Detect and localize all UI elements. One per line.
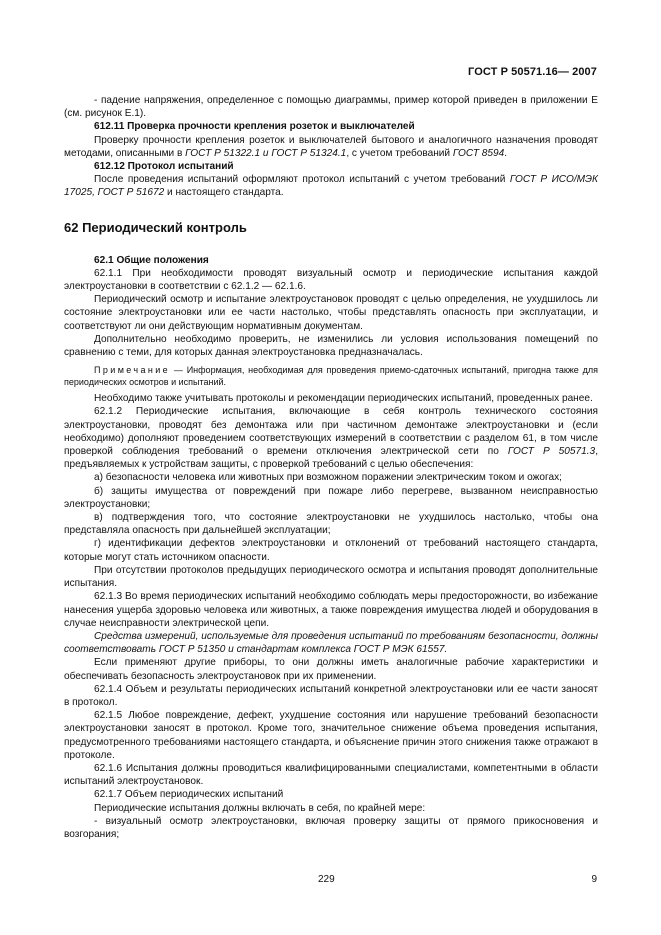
std-ref: ГОСТ Р 51324.1 (271, 147, 347, 159)
paragraph-other-devices: Если применяют другие приборы, то они должны иметь аналогичные рабочие характеристики и обеспечивать безопасность электроустановок при их применении. (64, 657, 598, 682)
subheading-612-12: 612.12 Протокол испытаний (94, 161, 234, 173)
std-ref: ГОСТ 8594 (452, 147, 505, 159)
document-code-header: ГОСТ Р 50571.16— 2007 (468, 66, 597, 78)
subheading-612-11: 612.11 Проверка прочности крепления розеток и выключателей (94, 121, 415, 133)
page-number-right: 9 (591, 874, 597, 885)
paragraph-instruments: Средства измерений, используемые для проведения испытаний по требованиям безопасности, должны соответствовать ГОСТ Р 51350 и стандартам комплекса ГОСТ Р МЭК 61557. (64, 630, 598, 656)
paragraph-visual-inspection: - визуальный осмотр электроустановки, включая проверку защиты от прямого прикосновения и возгорания; (64, 815, 598, 840)
std-ref: ГОСТ Р 51322.1 (185, 147, 261, 159)
paragraph-62-1-5: 62.1.5 Любое повреждение, дефект, ухудшение состояния или нарушение требований безопасности электроустановки заносят в протокол. Кроме того, значительное снижение объема проведения испытания, предусмотренного требованиями настоящего стандарта, и объяснение причин этого снижения также отражают в протоколе. (64, 710, 598, 761)
note-label: Примечание (94, 365, 171, 376)
document-body (64, 94, 598, 841)
paragraph-62-1-1: 62.1.1 При необходимости проводят визуальный осмотр и периодические испытания каждой электроустановки в соответствии с 62.1.2 — 62.1.6. (64, 267, 598, 293)
std-ref: ГОСТ Р 50571.3 (507, 446, 596, 458)
section-title-62: 62 Периодический контроль (64, 219, 247, 235)
paragraph-62-1-2: 62.1.2 Периодические испытания, включающие в себя контроль технического состояния электроустановки, проводят без демонтажа или при частичном демонтаже электроустановки и (если необходимо) дополняют проведением соответствующих измерений в соответствии с разделом 61, в том числе проверкой соблюдения требований о времени отключения электрической сети по ГОСТ Р 50571.3, предъявляемых к устройствам защиты, с проверкой требований с целью обеспечения: (64, 406, 598, 471)
list-item-a: а) безопасности человека или животных при возможном поражении электрическим током и ожогах; (94, 472, 562, 484)
note (64, 364, 598, 388)
paragraph-62-1-6: 62.1.6 Испытания должны проводиться квалифицированными специалистами, компетентными в области испытаний электроустановок. (64, 762, 598, 788)
std-ref: ГОСТ Р ИСО/МЭК 17025, ГОСТ Р 51672 (64, 174, 598, 199)
paragraph-612-11: Проверку прочности крепления розеток и выключателей бытового и аналогичного назначения проводят методами, описанными в ГОСТ Р 51322.1 и ГОСТ Р 51324.1, с учетом требований ГОСТ 8594. (64, 134, 598, 159)
list-item-v: в) подтверждения того, что состояние электроустановки не ухудшилось настолько, чтобы она представляла опасность при дальнейшей эксплуатации; (64, 512, 598, 537)
paragraph-62-1-3: 62.1.3 Во время периодических испытаний необходимо соблюдать меры предосторожности, во избежание нанесения ущерба здоровью человека или животных, а также повреждения имущества людей и оборудования в случае неисправности электрической цепи. (64, 591, 598, 629)
subheading-62-1: 62.1 Общие положения (94, 254, 209, 266)
paragraph-check-conditions: Дополнительно необходимо проверить, не изменились ли условия использования помещений по сравнению с теми, для которых данная электроустановка предназначалась. (64, 333, 598, 359)
paragraph-purpose: Периодический осмотр и испытание электроустановок проводят с целью определения, не ухудшилось ли состояние электроустановки или ее части настолько, чтобы представлять опасность при эксплуатации, и соответствуют ли они действующим нормативным документам. (64, 294, 598, 332)
paragraph-voltage-drop: - падение напряжения, определенное с помощью диаграммы, пример которой приведен в приложении Е (см. рисунок Е.1). (64, 95, 598, 120)
paragraph-protocols: Необходимо также учитывать протоколы и рекомендации периодических испытаний, проведенных ранее. (94, 393, 593, 405)
paragraph-absence: При отсутствии протоколов предыдущих периодического осмотра и испытания проводят дополнительные испытания. (64, 564, 598, 590)
paragraph-include: Периодические испытания должны включать в себя, по крайней мере: (94, 802, 426, 814)
note-text: — Информация, необходимая для проведения приемо-сдаточных испытаний, пригодна также для периодических осмотров и испытаний. (64, 365, 598, 388)
paragraph-62-1-7: 62.1.7 Объем периодических испытаний (94, 789, 284, 801)
list-item-b: б) защиты имущества от повреждений при пожаре либо перегреве, вызванном неисправностью электроустановки; (64, 485, 598, 510)
page-number-center: 229 (318, 874, 335, 885)
paragraph-62-1-4: 62.1.4 Объем и результаты периодических испытаний конкретной электроустановки или ее части заносят в протокол. (64, 683, 598, 708)
list-item-g: г) идентификации дефектов электроустановки и отклонений от требований настоящего стандарта, которые могут стать источником опасности. (64, 538, 598, 563)
paragraph-612-12: После проведения испытаний оформляют протокол испытаний с учетом требований ГОСТ Р ИСО/МЭК 17025, ГОСТ Р 51672 и настоящего стандарта. (64, 174, 598, 199)
